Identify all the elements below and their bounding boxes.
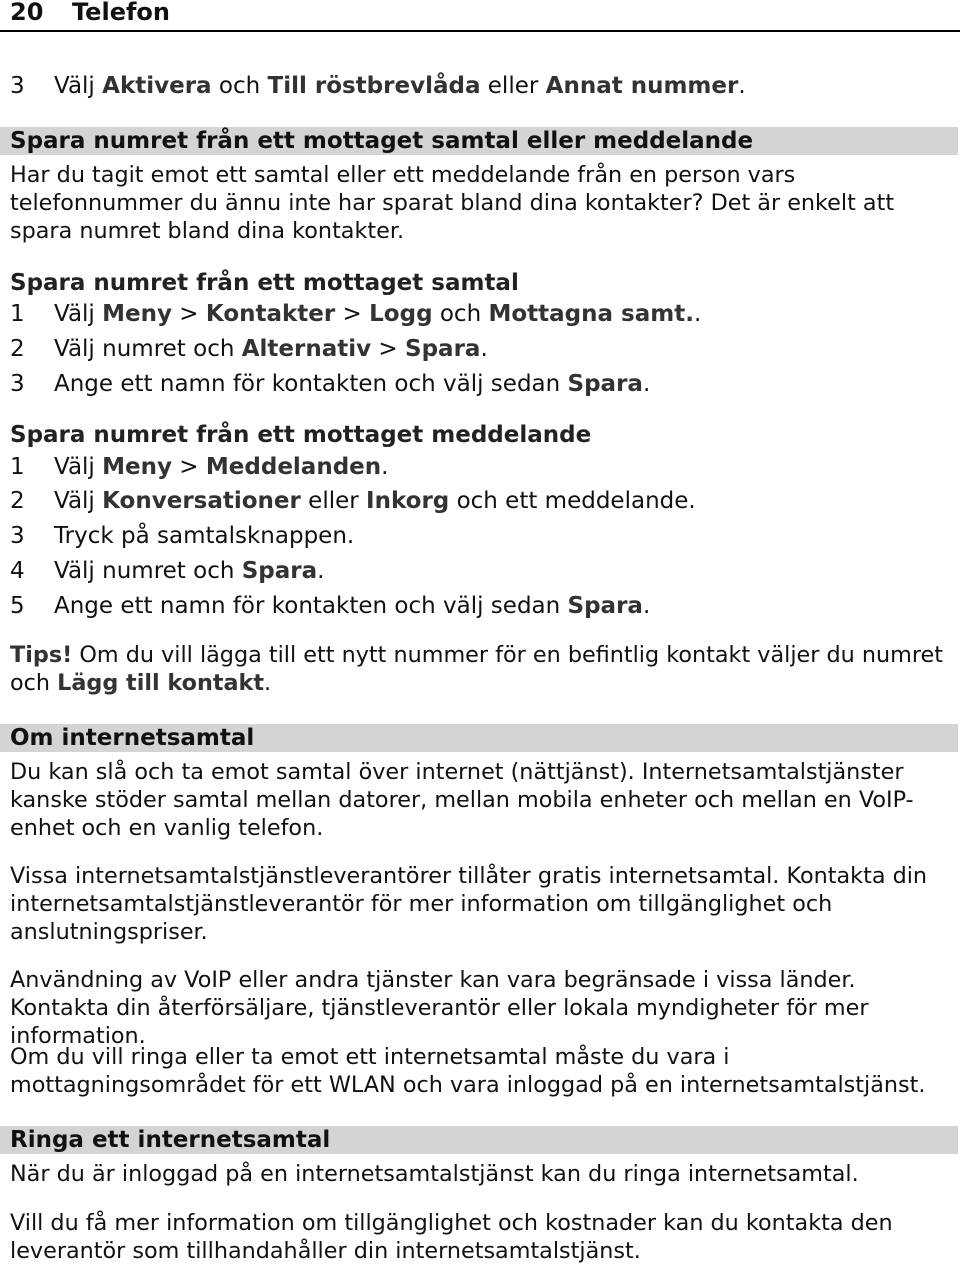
section-heading-call: Ringa ett internetsamtal [0,1126,958,1154]
ui-term: Till röstbrevlåda [267,73,481,99]
chapter-title: Telefon [72,0,170,26]
call-paragraph-1: När du är inloggad på en internetsamtalstjänst kan du ringa internetsamtal. [10,1161,859,1187]
internet-paragraph-2: Vissa internetsamtalstjänstleverantörer tillåter gratis internetsamtal. Kontakta din internetsamtalstjänstleverantör för mer information om tillgänglighet och anslutningspriser. [10,863,928,945]
subheading-save-call: Spara numret från ett mottaget samtal [10,270,519,296]
msg-step-1: 1 Välj Meny > Meddelanden. [10,454,389,480]
msg-step-3: 3 Tryck på samtalsknappen. [10,523,355,549]
section-heading-save: Spara numret från ett mottaget samtal eller meddelande [0,127,958,155]
call-step-1: 1 Välj Meny > Kontakter > Logg och Mottagna samt.. [10,301,702,327]
step-number: 3 [10,73,25,99]
intro-step: 3 Välj Aktivera och Till röstbrevlåda eller Annat nummer. [10,73,746,99]
page-header [0,0,960,32]
msg-step-4: 4 Välj numret och Spara. [10,558,325,584]
msg-step-5: 5 Ange ett namn för kontakten och välj sedan Spara. [10,593,651,619]
tip-label: Tips! [10,642,73,668]
call-step-3: 3 Ange ett namn för kontakten och välj sedan Spara. [10,371,651,397]
internet-paragraph-1: Du kan slå och ta emot samtal över internet (nättjänst). Internetsamtalstjänster kanske stöder samtal mellan datorer, mellan mobila enheter och mellan en VoIP-enhet och en vanlig telefon. [10,759,914,841]
internet-paragraph-4: Om du vill ringa eller ta emot ett internetsamtal måste du vara i mottagningsområdet för ett WLAN och vara inloggad på en internetsamtalstjänst. [10,1044,926,1098]
section-heading-internet: Om internetsamtal [0,724,958,752]
subheading-save-message: Spara numret från ett mottaget meddelande [10,422,592,448]
msg-step-2: 2 Välj Konversationer eller Inkorg och ett meddelande. [10,488,696,514]
internet-paragraph-3: Användning av VoIP eller andra tjänster kan vara begränsade i vissa länder. Kontakta din återförsäljare, tjänstleverantör eller lokala myndigheter för mer information. [10,967,869,1049]
ui-term: Annat nummer [545,73,739,99]
section-save-body: Har du tagit emot ett samtal eller ett meddelande från en person vars telefonnummer du ännu inte har sparat bland dina kontakter? Det är enkelt att spara numret bland dina kontakter. [10,162,895,244]
tip-paragraph: Tips! Om du vill lägga till ett nytt nummer för en befintlig kontakt väljer du numret och Lägg till kontakt. [10,642,943,696]
ui-term: Aktivera [102,73,212,99]
page-number: 20 [10,0,44,26]
call-step-2: 2 Välj numret och Alternativ > Spara. [10,336,488,362]
call-paragraph-2: Vill du få mer information om tillgänglighet och kostnader kan du kontakta den leverantör som tillhandahåller din internetsamtalstjänst. [10,1210,893,1264]
